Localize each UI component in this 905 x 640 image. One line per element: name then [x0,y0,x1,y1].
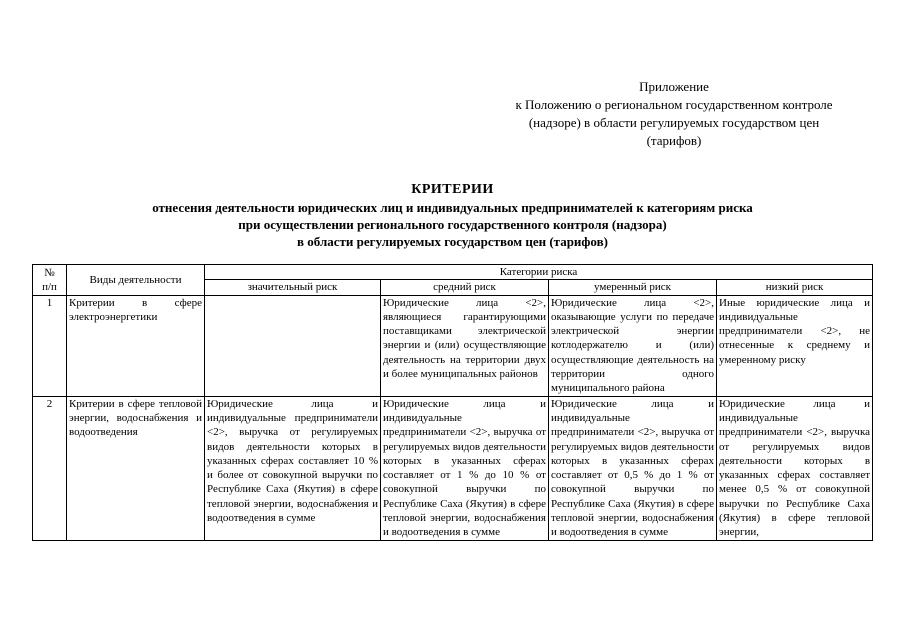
appendix-line: к Положению о региональном государственном контроле [515,97,833,112]
row-activity: Критерии в сфере электроэнергетики [67,295,205,396]
header-categories: Категории риска [205,265,873,280]
appendix-line: Приложение [639,79,709,94]
header-low-risk: низкий риск [717,280,873,295]
appendix-line: (тарифов) [646,133,702,148]
title-line: отнесения деятельности юридических лиц и индивидуальных предпринимателей к категориям риска [152,200,753,215]
header-num: № п/п [33,265,67,296]
title-line: в области регулируемых государством цен (тарифов) [297,234,608,249]
row-activity: Критерии в сфере тепловой энергии, водоснабжения и водоотведения [67,396,205,540]
row-significant [205,295,381,396]
row-low: Юридические лица и индивидуальные предприниматели <2>, выручка от регулируемых видов деятельности которых в указанных сферах составляет менее 0,5 % от совокупной выручки по Республике Саха (Якутия) в сфере тепловой энергии, [717,396,873,540]
title-main: КРИТЕРИИ [411,182,494,197]
row-moderate: Юридические лица <2>, оказывающие услуги по передаче электрической энергии котлодержателю и (или) осуществляющие деятельность на территории одного муниципального района [549,295,717,396]
row-num: 1 [33,295,67,396]
header-medium-risk: средний риск [381,280,549,295]
header-row [33,265,873,280]
header-moderate-risk: умеренный риск [549,280,717,295]
appendix-header [470,78,878,150]
document-title [0,181,905,250]
header-activity: Виды деятельности [67,265,205,296]
row-medium: Юридические лица <2>, являющиеся гарантирующими поставщиками электрической энергии и (или) осуществляющие деятельность на территории двух и более муниципальных районов [381,295,549,396]
row-moderate: Юридические лица и индивидуальные предприниматели <2>, выручка от регулируемых видов деятельности которых в указанных сферах составляет от 0,5 % до 1 % от совокупной выручки по Республике Саха (Якутия) в сфере тепловой энергии, водоснабжения и водоотведения в сумме [549,396,717,540]
header-significant-risk: значительный риск [205,280,381,295]
criteria-table [32,264,873,541]
row-medium: Юридические лица и индивидуальные предприниматели <2>, выручка от регулируемых видов деятельности которых в указанных сферах составляет от 1 % до 10 % от совокупной выручки по Республике Саха (Якутия) в сфере тепловой энергии, водоснабжения и водоотведения в сумме [381,396,549,540]
table-row [33,396,873,540]
appendix-line: (надзоре) в области регулируемых государством цен [528,115,820,130]
table-row [33,295,873,396]
row-significant: Юридические лица и индивидуальные предприниматели <2>, выручка от регулируемых видов деятельности которых в указанных сферах составляет 10 % и более от совокупной выручки по Республике Саха (Якутия) в сфере тепловой энергии, водоснабжения и водоотведения в сумме [205,396,381,540]
row-num: 2 [33,396,67,540]
row-low: Иные юридические лица и индивидуальные предприниматели <2>, не отнесенные к среднему и умеренному риску [717,295,873,396]
title-line: при осуществлении регионального государственного контроля (надзора) [238,217,667,232]
